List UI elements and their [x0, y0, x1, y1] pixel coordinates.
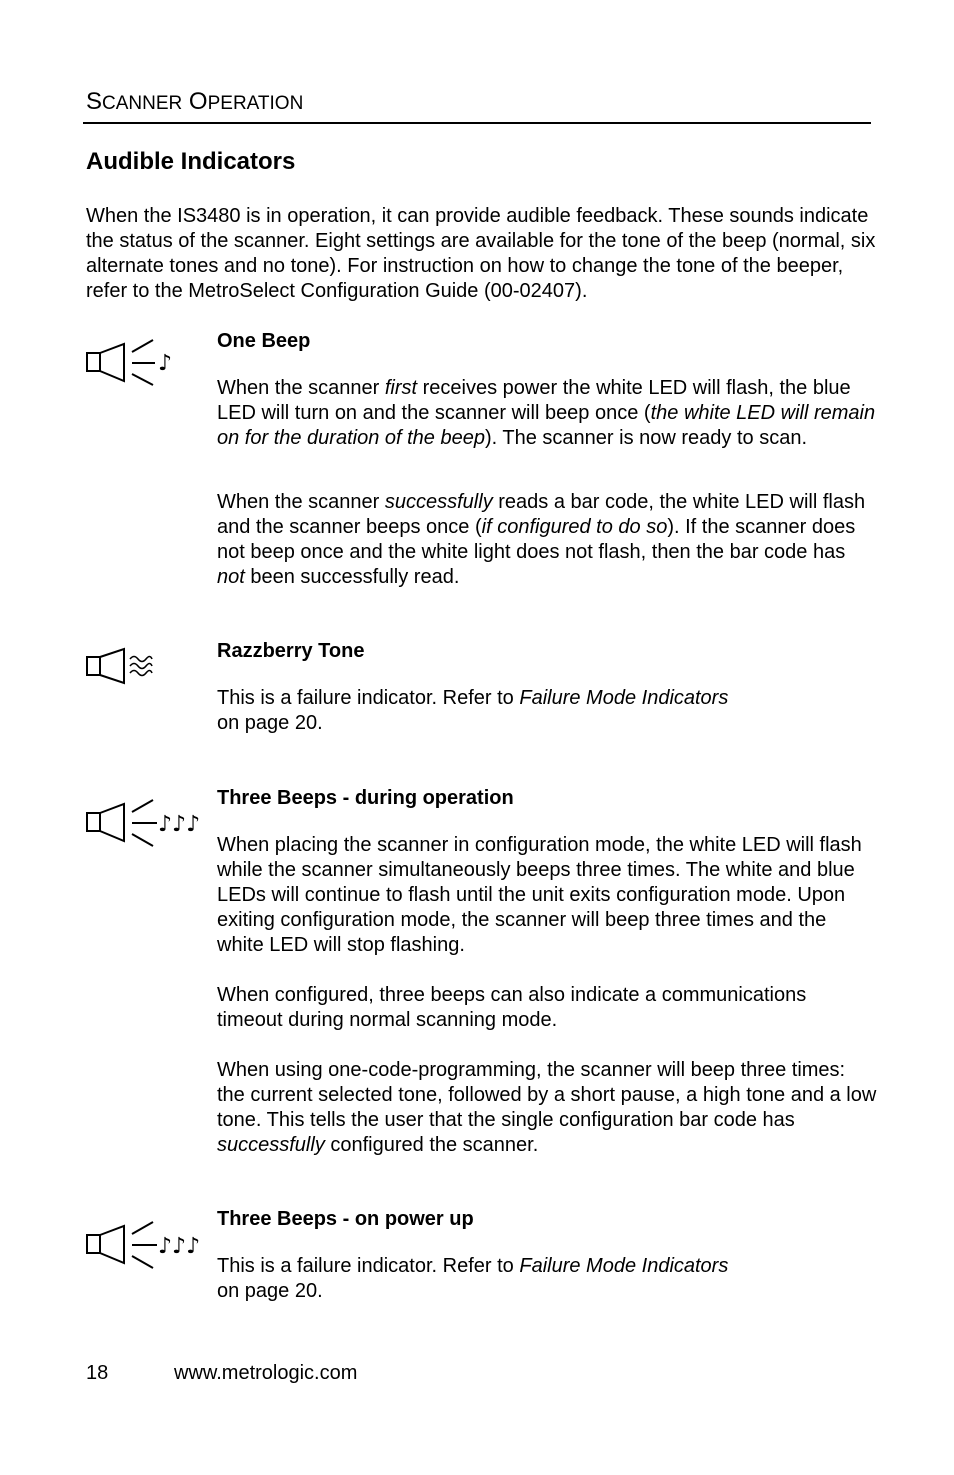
- one-beep-title: One Beep: [217, 330, 311, 352]
- footer-url: www.metrologic.com: [174, 1362, 358, 1384]
- header-word: CANNER: [102, 93, 183, 114]
- intro-paragraph: When the IS3480 is in operation, it can provide audible feedback. These sounds indicate the status of the scanner. Eight settings are available for the tone of the beep (normal, six alternate tones and no tone). For instruction on how to change the tone of the beeper, refer to the MetroSelect Configuration Guide (00-02407).: [86, 205, 876, 302]
- svg-text:♪: ♪: [158, 351, 173, 376]
- svg-text:♪♪♪: ♪♪♪: [158, 812, 201, 837]
- speaker-razzberry-icon: [84, 645, 164, 687]
- one-beep-paragraph-2: When the scanner successfully reads a bar code, the white LED will flash and the scanner beeps once (if configured to do so). If the scanner does not beep once and the white light does not flash, then the bar code has not been successfully read.: [217, 491, 866, 588]
- speaker-one-note-icon: [84, 338, 180, 390]
- page-title: Audible Indicators: [86, 148, 296, 175]
- header-rule: [83, 122, 871, 124]
- header-word: PERATION: [207, 93, 304, 114]
- page-number: 18: [86, 1362, 109, 1384]
- svg-text:♪♪♪: ♪♪♪: [158, 1234, 201, 1259]
- header-letter: S: [86, 88, 103, 115]
- three-beeps-power-title: Three Beeps - on power up: [217, 1208, 474, 1230]
- section-header: [86, 88, 303, 116]
- speaker-three-notes-icon: [84, 1218, 210, 1270]
- razzberry-paragraph: This is a failure indicator. Refer to Failure Mode Indicators on page 20.: [217, 687, 729, 734]
- three-beeps-power-paragraph: This is a failure indicator. Refer to Failure Mode Indicators on page 20.: [217, 1255, 729, 1302]
- three-beeps-operation-title: Three Beeps - during operation: [217, 787, 514, 809]
- speaker-three-notes-icon: [84, 796, 210, 848]
- razzberry-title: Razzberry Tone: [217, 640, 365, 662]
- three-beeps-operation-paragraph-1: When placing the scanner in configuration mode, the white LED will flash while the scanner simultaneously beeps three times. The white and blue LEDs will continue to flash until the unit exits configuration mode. Upon exiting configuration mode, the scanner will beep three times and the white LED will stop flashing.: [217, 834, 862, 956]
- three-beeps-operation-paragraph-2: When configured, three beeps can also indicate a communications timeout during normal scanning mode.: [217, 984, 807, 1031]
- header-letter: O: [188, 88, 208, 115]
- one-beep-paragraph-1: When the scanner first receives power the white LED will flash, the blue LED will turn on and the scanner will beep once (the white LED will remain on for the duration of the beep). The scanner is now ready to scan.: [217, 377, 876, 449]
- three-beeps-operation-paragraph-3: When using one-code-programming, the scanner will beep three times: the current selected tone, followed by a short pause, a high tone and a low tone. This tells the user that the single configuration bar code has successfully configured the scanner.: [217, 1059, 877, 1156]
